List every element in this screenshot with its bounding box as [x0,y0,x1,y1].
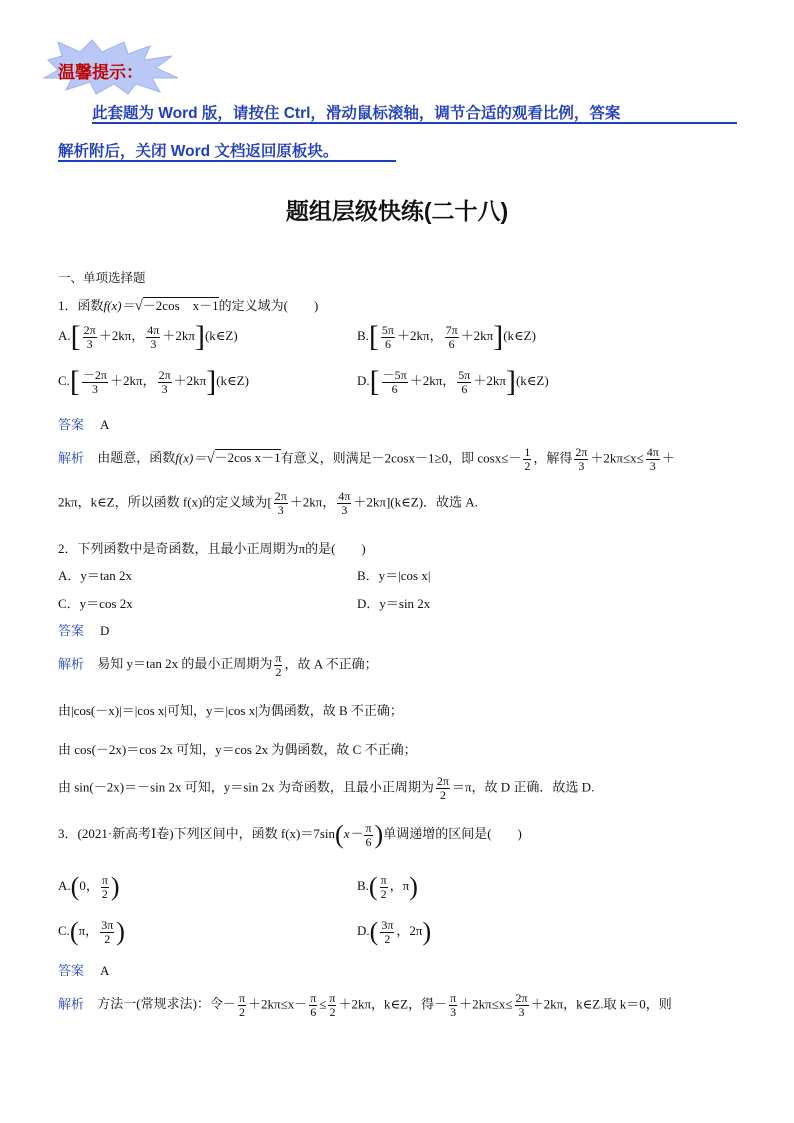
q3-option-c: C.(π， $\frac{3\pi}{2}$ ) [58,917,125,946]
q3-option-b: B.( $\frac{\pi}{2}$ ，π) [357,872,418,901]
page-title: 题组层级快练(二十八) [285,198,509,224]
section-heading: 一、单项选择题 [58,271,146,285]
q2-option-b: B．y＝|cos x| [357,568,431,583]
q1-stem-radicand: －2cos x－1 [142,298,219,313]
q2-option-d: D．y＝sin 2x [357,596,431,611]
analysis-label: 解析 [58,450,85,466]
analysis-label: 解析 [58,656,85,672]
q2-option-a: A．y＝tan 2x [58,568,133,583]
q1-stem-f: f(x)＝ [103,298,135,313]
q2-answer-value: D [100,623,110,638]
q1-option-d-letter: D. [357,372,370,388]
analysis-label: 解析 [58,996,85,1012]
q1-option-c: C.[ $\frac{-2\pi}{3}$ ＋2kπ， $\frac{2\pi}{3}$ ＋2kπ](k∈Z) [58,365,249,398]
q1-answer-value: A [100,417,110,432]
q2-analysis-line4: 由 sin(－2x)＝－sin 2x 可知，y＝sin 2x 为奇函数，且最小正周期为 $\frac{2\pi}{2}$ ＝π，故 D 正确．故选 D. [58,774,595,802]
q2-option-c: C．y＝cos 2x [58,596,133,611]
q1-option-d: D.[ $\frac{-5\pi}{6}$ ＋2kπ， $\frac{5\pi}{6}$ ＋2kπ](k∈Z) [357,365,549,398]
tip-underline-1 [92,122,737,124]
answer-label: 答案 [58,417,85,432]
tip-title: 温馨提示： [58,63,143,82]
answer-label: 答案 [58,623,85,638]
q2-stem: 2．下列函数中是奇函数，且最小正周期为π的是( ) [58,541,366,556]
q3-analysis-line1: 解析 方法一(常规求法)：令－ $\frac{\pi}{2}$ ＋2kπ≤x－ $\frac{\pi}{6}$ ≤ $\frac{\pi}{2}$ ＋2kπ，k∈Z，得－ $\frac{\pi}{3}$ ＋2kπ≤x≤ $\frac{2\pi}{3}$ ＋2kπ，k∈Z.取 k＝0，则 [58,991,672,1019]
q3-answer-value: A [100,963,110,978]
q2-analysis-line3: 由 cos(－2x)＝cos 2x 可知，y＝cos 2x 为偶函数，故 C 不正确； [58,742,417,757]
tip-line-1: 此套题为 Word 版，请按住 Ctrl，滑动鼠标滚轴，调节合适的观看比例，答案 [92,105,621,122]
q1-stem-a: 1．函数 [58,298,104,313]
q2-analysis-line2: 由|cos(－x)|＝|cos x|可知，y＝|cos x|为偶函数，故 B 不正确； [58,703,403,718]
q1-option-b-letter: B. [357,327,369,343]
q1-stem: 1．函数f(x)＝√－2cos x－1的定义域为( ) [58,298,319,314]
q2-answer [58,620,109,640]
q3-answer [58,960,109,980]
q2-analysis-line1: 解析 易知 y＝tan 2x 的最小正周期为 $\frac{\pi}{2}$ ，故 A 不正确； [58,651,378,679]
q1-analysis-line2: 2kπ，k∈Z，所以函数 f(x)的定义域为[ $\frac{2\pi}{3}$ ＋2kπ， $\frac{4\pi}{3}$ ＋2kπ](k∈Z)．故选 A. [58,489,478,517]
q3-option-d: D.( $\frac{3\pi}{2}$ ，2π) [357,917,432,946]
tip-underline-2 [58,160,396,162]
q3-stem: 3．(2021·新高考Ⅰ卷)下列区间中，函数 f(x)＝7sin(x－ $\frac{\pi}{6}$ )单调递增的区间是( ) [58,820,522,849]
tip-line-2: 解析附后，关闭 Word 文档返回原板块。 [58,143,339,160]
q1-option-a: A.[ $\frac{2\pi}{3}$ ＋2kπ， $\frac{4\pi}{3}$ ＋2kπ](k∈Z) [58,320,238,353]
answer-label: 答案 [58,963,85,978]
q1-analysis-line1: 解析 由题意，函数f(x)＝√－2cos x－1有意义，则满足－2cosx－1≥0，即 cosx≤－ $\frac{1}{2}$ ，解得 $\frac{2\pi}{3}$ ＋2kπ≤x≤ $\frac{4\pi}{3}$ ＋ [58,445,675,473]
q1-option-c-letter: C. [58,372,70,388]
q1-stem-b: 的定义域为( ) [218,298,319,313]
q1-option-a-letter: A. [58,327,71,343]
q1-answer [58,414,109,434]
q3-option-a: A.(0， $\frac{\pi}{2}$ ) [58,872,120,901]
q1-option-b: B.[ $\frac{5\pi}{6}$ ＋2kπ， $\frac{7\pi}{6}$ ＋2kπ](k∈Z) [357,320,536,353]
